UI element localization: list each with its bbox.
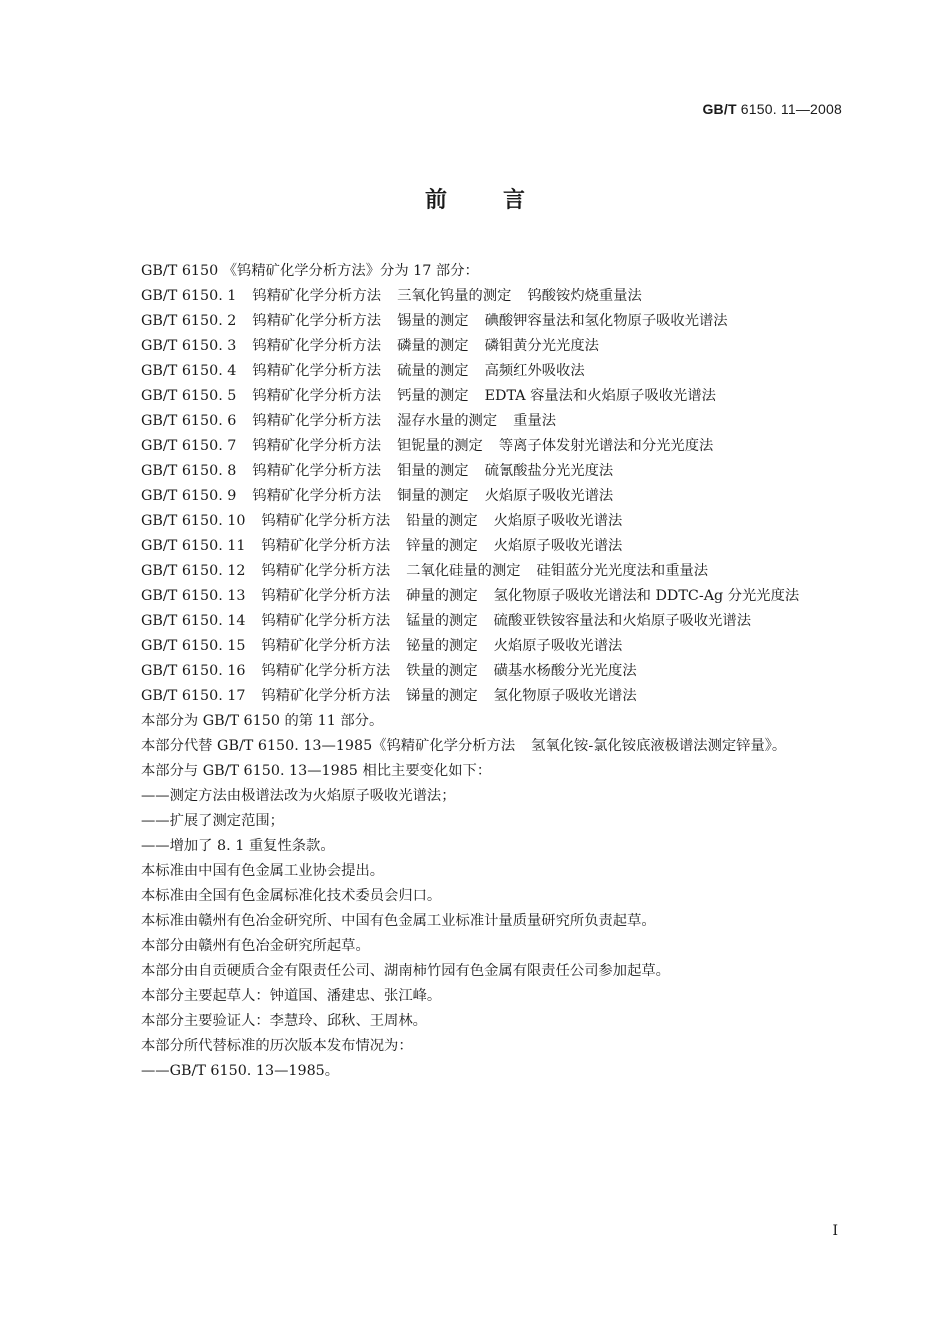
part-code: GB/T 6150. 9	[141, 488, 237, 504]
part-element: 钙量的测定	[397, 388, 469, 404]
main-drafters: 本部分主要起草人：钟道国、潘建忠、张江峰。	[141, 988, 442, 1004]
part-method: 钨精矿化学分析方法	[252, 413, 382, 429]
part-code: GB/T 6150. 5	[141, 388, 237, 404]
part-entry	[108, 359, 844, 384]
part-code: GB/T 6150. 12	[141, 563, 246, 579]
part-technique: 磺基水杨酸分光光度法	[493, 663, 637, 679]
part-code: GB/T 6150. 16	[141, 663, 246, 679]
part-technique: 高频红外吸收法	[484, 363, 585, 379]
part-method: 钨精矿化学分析方法	[252, 313, 382, 329]
part-technique: 火焰原子吸收光谱法	[493, 513, 623, 529]
part-method: 钨精矿化学分析方法	[252, 438, 382, 454]
part-element: 锡量的测定	[397, 313, 469, 329]
part-method: 钨精矿化学分析方法	[261, 688, 391, 704]
part-element: 铅量的测定	[406, 513, 478, 529]
part-method: 钨精矿化学分析方法	[261, 638, 391, 654]
history-item: ——GB/T 6150. 13—1985。	[141, 1063, 340, 1079]
part-element: 二氧化硅量的测定	[406, 563, 521, 579]
part-element: 钽铌量的测定	[397, 438, 483, 454]
part-element: 锑量的测定	[406, 688, 478, 704]
change-item: ——扩展了测定范围；	[141, 813, 284, 829]
part-entry	[108, 384, 844, 409]
part-entry	[108, 684, 844, 709]
page-title	[0, 183, 950, 214]
title-char-2: 言	[503, 188, 526, 213]
part-technique: 氢化物原子吸收光谱法和 DDTC-Ag 分光光度法	[493, 588, 800, 604]
part-code: GB/T 6150. 13	[141, 588, 246, 604]
part-code: GB/T 6150. 8	[141, 463, 237, 479]
part-code: GB/T 6150. 1	[141, 288, 237, 304]
part-method: 钨精矿化学分析方法	[261, 613, 391, 629]
part-entry	[108, 484, 844, 509]
part-technique: 氢化物原子吸收光谱法	[493, 688, 637, 704]
part-element: 铜量的测定	[397, 488, 469, 504]
part-code: GB/T 6150. 2	[141, 313, 237, 329]
verifiers: 本部分主要验证人：李慧玲、邱秋、王周林。	[141, 1013, 427, 1029]
part-entry	[108, 559, 844, 584]
part-element: 钼量的测定	[397, 463, 469, 479]
standard-prefix: GB/T	[702, 101, 737, 117]
part-code: GB/T 6150. 14	[141, 613, 246, 629]
part-code: GB/T 6150. 15	[141, 638, 246, 654]
part-entry	[108, 434, 844, 459]
standard-number: 6150. 11—2008	[740, 101, 842, 117]
part-entry	[108, 334, 844, 359]
part-technique: 火焰原子吸收光谱法	[493, 538, 623, 554]
part-method: 钨精矿化学分析方法	[261, 538, 391, 554]
history-intro: 本部分所代替标准的历次版本发布情况为：	[141, 1038, 413, 1054]
part-element: 铁量的测定	[406, 663, 478, 679]
proposed-by: 本标准由中国有色金属工业协会提出。	[141, 863, 385, 879]
part-method: 钨精矿化学分析方法	[252, 388, 382, 404]
part-code: GB/T 6150. 7	[141, 438, 237, 454]
part-element: 锰量的测定	[406, 613, 478, 629]
part-entry	[108, 284, 844, 309]
part-method: 钨精矿化学分析方法	[252, 288, 382, 304]
part-code: GB/T 6150. 17	[141, 688, 246, 704]
part-code: GB/T 6150. 11	[141, 538, 246, 554]
part-technique: 硫氰酸盐分光光度法	[484, 463, 614, 479]
part-method: 钨精矿化学分析方法	[252, 463, 382, 479]
part-entry	[108, 509, 844, 534]
change-item: ——测定方法由极谱法改为火焰原子吸收光谱法；	[141, 788, 456, 804]
part-entry	[108, 609, 844, 634]
part-of-statement: 本部分为 GB/T 6150 的第 11 部分。	[141, 713, 384, 729]
part-technique: 等离子体发射光谱法和分光光度法	[498, 438, 714, 454]
intro-paragraph: GB/T 6150 《钨精矿化学分析方法》分为 17 部分：	[141, 263, 479, 279]
part-entry	[108, 309, 844, 334]
part-element: 湿存水量的测定	[397, 413, 498, 429]
part-entry	[108, 634, 844, 659]
part-technique: 钨酸铵灼烧重量法	[527, 288, 642, 304]
part-method: 钨精矿化学分析方法	[261, 588, 391, 604]
part-method: 钨精矿化学分析方法	[261, 563, 391, 579]
page-number: I	[832, 1223, 838, 1239]
part-element: 三氧化钨量的测定	[397, 288, 512, 304]
part-element: 锌量的测定	[406, 538, 478, 554]
drafted-by: 本部分由赣州有色冶金研究所起草。	[141, 938, 370, 954]
part-technique: 碘酸钾容量法和氢化物原子吸收光谱法	[484, 313, 728, 329]
part-method: 钨精矿化学分析方法	[252, 338, 382, 354]
changes-intro: 本部分与 GB/T 6150. 13—1985 相比主要变化如下：	[141, 763, 492, 779]
part-technique: 火焰原子吸收光谱法	[484, 488, 614, 504]
replaces-text-a: 本部分代替 GB/T 6150. 13—1985《钨精矿化学分析方法	[141, 738, 516, 754]
part-code: GB/T 6150. 6	[141, 413, 237, 429]
standard-code	[702, 101, 842, 117]
replaces-text-b: 氢氧化铵-氯化铵底液极谱法测定锌量》。	[531, 738, 787, 754]
part-entry	[108, 409, 844, 434]
part-technique: 磷钼黄分光光度法	[484, 338, 599, 354]
replaces-statement	[108, 734, 844, 759]
part-technique: 硅钼蓝分光光度法和重量法	[536, 563, 709, 579]
centralized-by: 本标准由全国有色金属标准化技术委员会归口。	[141, 888, 442, 904]
part-method: 钨精矿化学分析方法	[261, 513, 391, 529]
parts-list	[108, 284, 844, 709]
part-technique: 火焰原子吸收光谱法	[493, 638, 623, 654]
part-code: GB/T 6150. 10	[141, 513, 246, 529]
part-element: 砷量的测定	[406, 588, 478, 604]
part-technique: EDTA 容量法和火焰原子吸收光谱法	[484, 388, 716, 404]
part-element: 硫量的测定	[397, 363, 469, 379]
part-entry	[108, 584, 844, 609]
part-method: 钨精矿化学分析方法	[252, 488, 382, 504]
title-char-1: 前	[424, 188, 447, 213]
part-technique: 重量法	[513, 413, 557, 429]
change-item: ——增加了 8. 1 重复性条款。	[141, 838, 335, 854]
part-element: 磷量的测定	[397, 338, 469, 354]
part-code: GB/T 6150. 4	[141, 363, 237, 379]
part-technique: 硫酸亚铁铵容量法和火焰原子吸收光谱法	[493, 613, 751, 629]
part-entry	[108, 659, 844, 684]
part-entry	[108, 534, 844, 559]
foreword-body	[108, 259, 844, 1084]
responsible-drafting: 本标准由赣州有色冶金研究所、中国有色金属工业标准计量质量研究所负责起草。	[141, 913, 656, 929]
part-entry	[108, 459, 844, 484]
part-method: 钨精矿化学分析方法	[261, 663, 391, 679]
part-element: 铋量的测定	[406, 638, 478, 654]
part-method: 钨精矿化学分析方法	[252, 363, 382, 379]
part-code: GB/T 6150. 3	[141, 338, 237, 354]
participants: 本部分由自贡硬质合金有限责任公司、湖南柿竹园有色金属有限责任公司参加起草。	[141, 963, 670, 979]
